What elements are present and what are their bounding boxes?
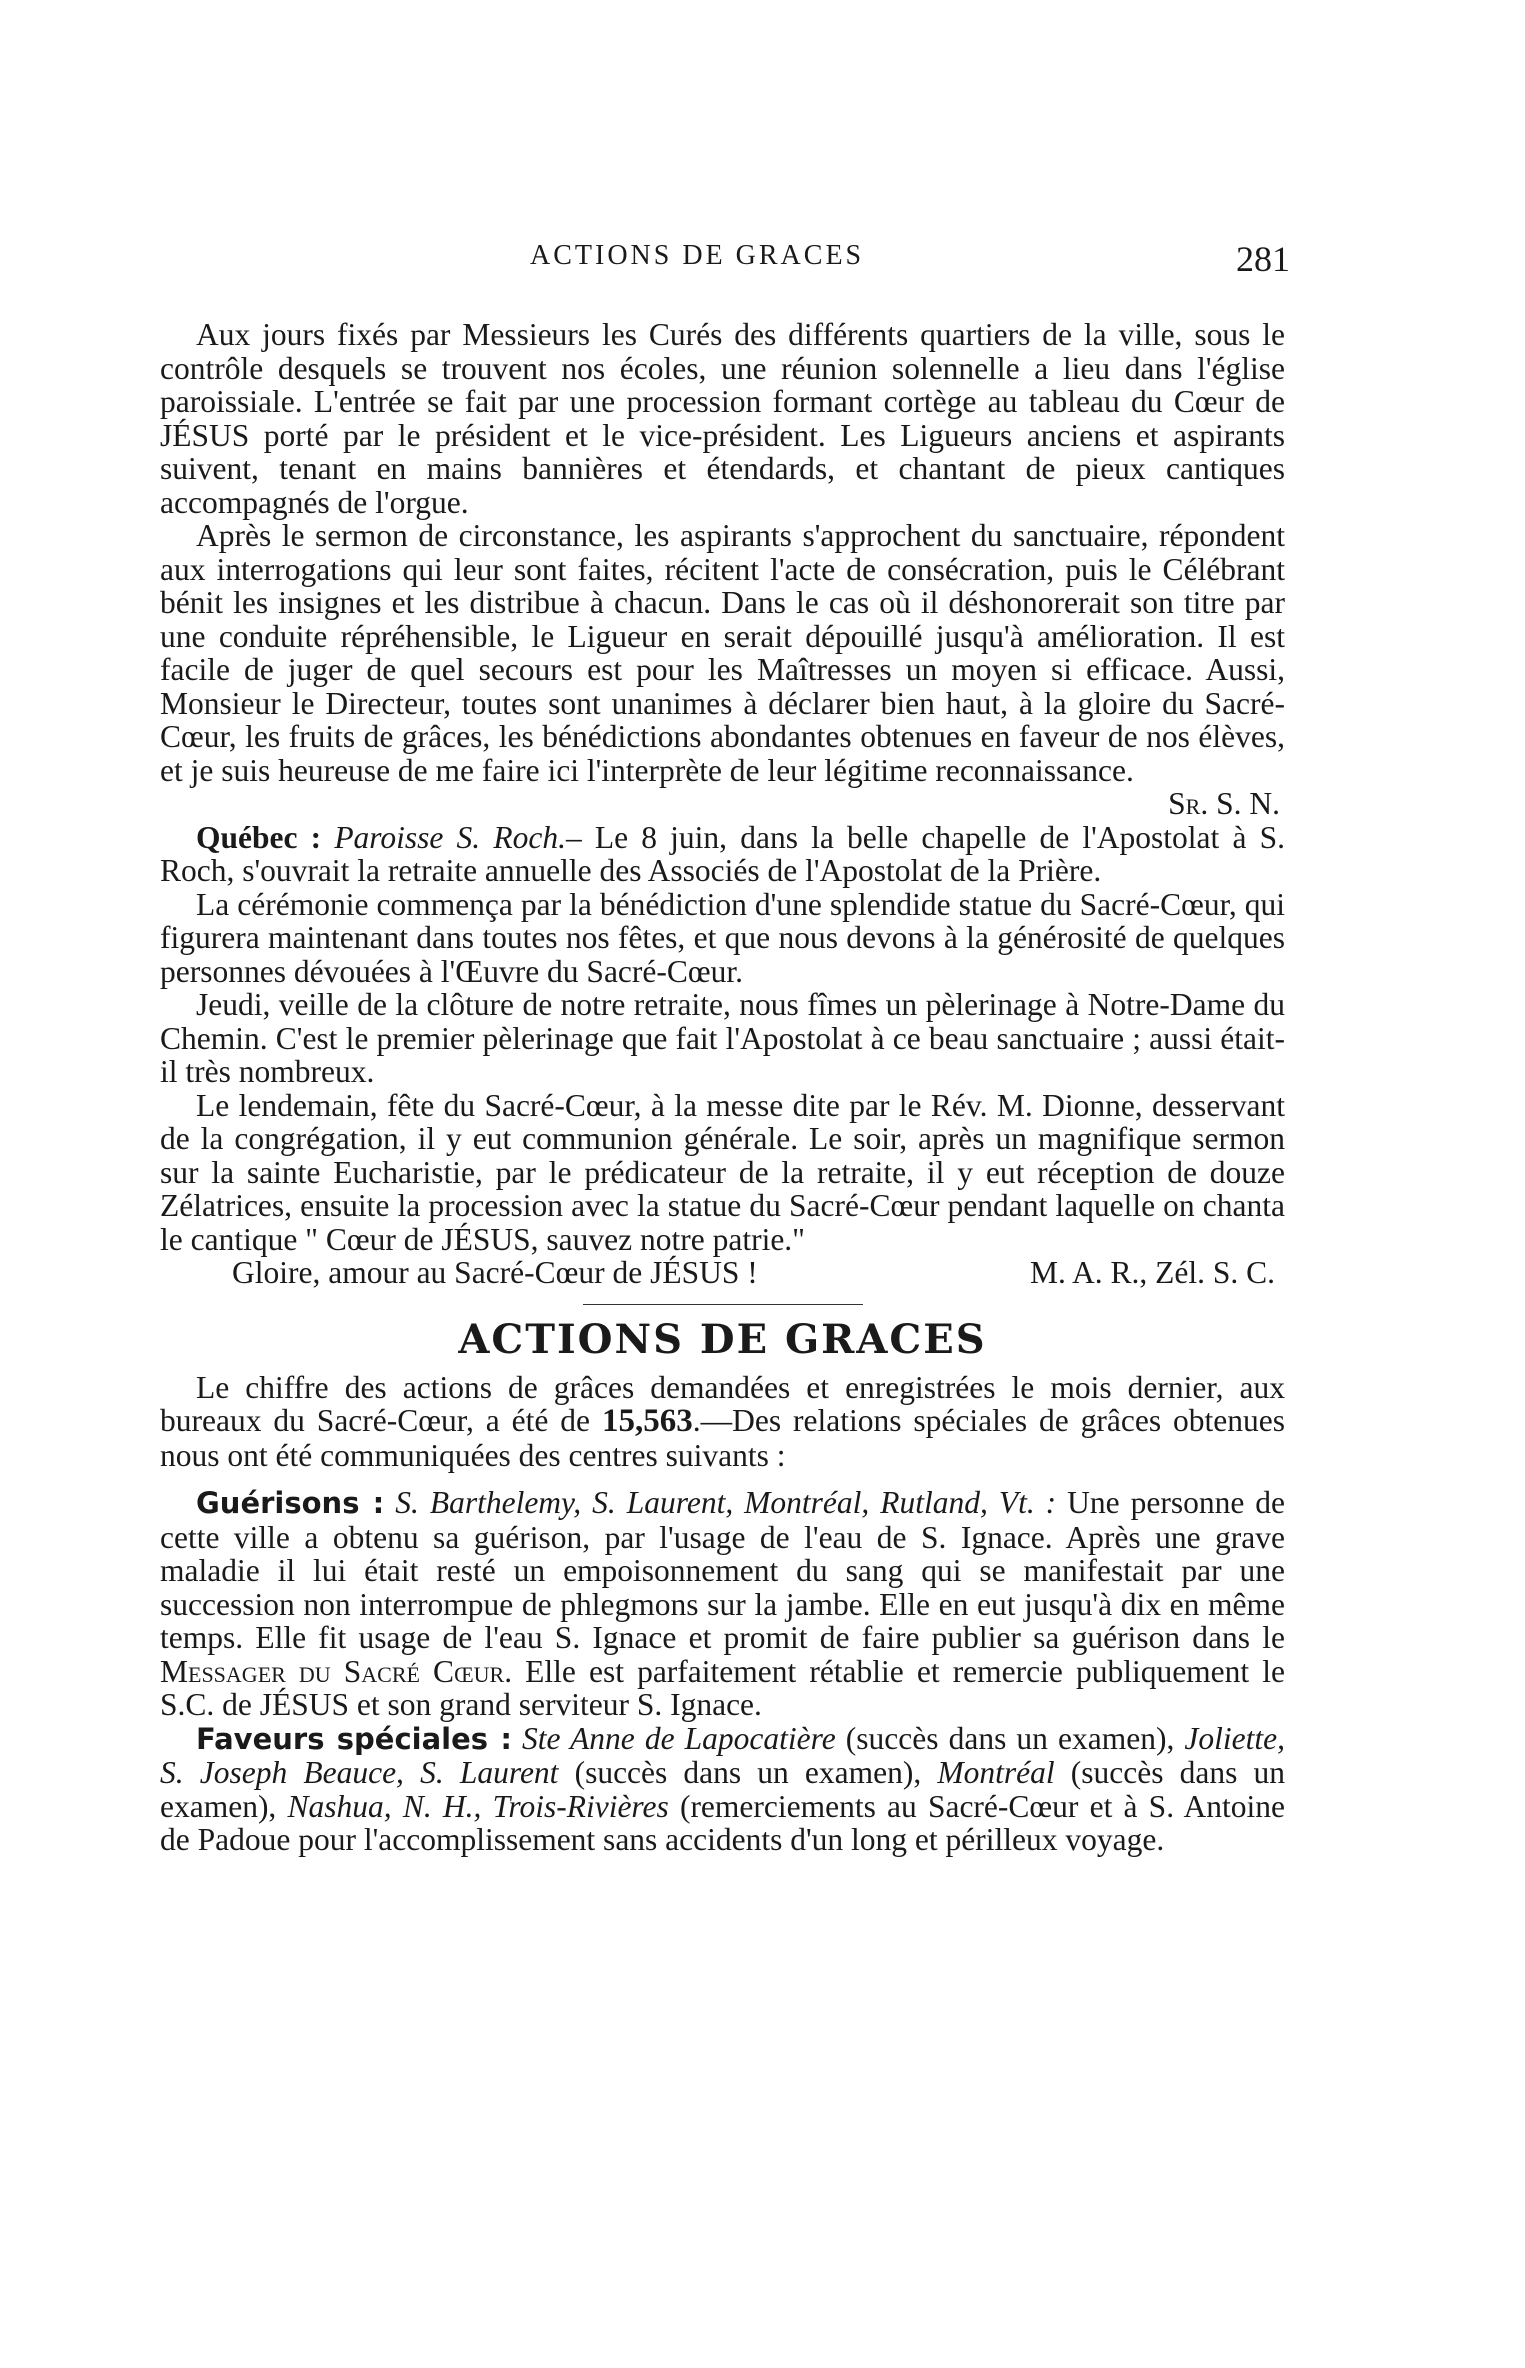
note: (succès dans un examen), (835, 1720, 1185, 1756)
guerisons-heading: Guérisons : (196, 1486, 385, 1520)
section-intro (160, 1371, 1285, 1473)
guerisons-text: Une personne de cette ville a obtenu sa guérison, par l'usage de l'eau de S. Ignace. Après une grave maladie il lui était resté un empoisonnement du sang qui se manifestait par une succession non interrompue de phlegmons sur la jambe. Elle en eut jusqu'à dix en même temps. Elle fit usage de l'eau S. Ignace et promit de faire publier sa guérison dans le (160, 1485, 1286, 1655)
body-text (160, 318, 1285, 1857)
paragraph-faveurs (160, 1722, 1285, 1857)
paragraph: La cérémonie commença par la bénédiction d'une splendide statue du Sacré-Cœur, qui figurera maintenant dans toutes nos fêtes, et que nous devons à la générosité de quelques personnes dévouées à l'Œuvre du Sacré-Cœur. (160, 886, 1285, 989)
note: (remerciements au Sacré-Cœur et à S. Antoine de Padoue pour l'accomplissement sans accidents d'un long et périlleux voyage. (160, 1788, 1286, 1857)
closing-signature: M. A. R., Zél. S. C. (1029, 1255, 1275, 1290)
place-name: Joliette, S. Joseph Beauce, S. Laurent (160, 1720, 1285, 1790)
signature: Sr. S. N. (1168, 786, 1280, 821)
closing-text: Gloire, amour au Sacré-Cœur de JÉSUS ! (232, 1255, 758, 1290)
intro-text-end: .—Des relations spéciales de grâces obtenues nous ont été communiquées des centres suivants : (160, 1403, 1285, 1473)
place-name: Ste Anne de Lapocatière (522, 1720, 836, 1756)
note: (succès dans un examen), (160, 1755, 1285, 1824)
parish-name: Paroisse S. Roch. (334, 819, 566, 855)
paragraph: Après le sermon de circonstance, les aspirants s'approchent du sanctuaire, répondent aux interrogations qui leur sont faites, récitent l'acte de consécration, puis le Célébrant bénit les insignes et les distribue à chacun. Dans le cas où il déshonorerait son titre par une conduite répréhensible, le Ligueur en serait dépouillé jusqu'à amélioration. Il est facile de juger de quel secours est pour les Maîtresses un moyen si efficace. Aussi, Monsieur le Directeur, toutes sont unanimes à déclarer bien haut, à la gloire du Sacré-Cœur, les fruits de grâces, les bénédictions abondantes obtenues en faveur de nos élèves, et je suis heureuse de me faire ici l'interprète de leur légitime reconnaissance. (160, 518, 1285, 788)
page-number: 281 (1236, 239, 1290, 279)
thanks-count: 15,563 (601, 1403, 693, 1439)
spacer (160, 1472, 1285, 1486)
guerisons-places: S. Barthelemy, S. Laurent, Montréal, Rutland, Vt. : (395, 1485, 1057, 1520)
section-divider (583, 1304, 863, 1305)
quebec-text: – Le 8 juin, dans la belle chapelle de l'Apostolat à S. Roch, s'ouvrait la retraite annuelle des Associés de l'Apostolat de la Prière. (160, 819, 1285, 888)
paragraph: Le lendemain, fête du Sacré-Cœur, à la messe dite par le Rév. M. Dionne, desservant de la congrégation, il y eut communion générale. Le soir, après un magnifique sermon sur la sainte Eucharistie, par le prédicateur de la retraite, il y eut réception de douze Zélatrices, ensuite la procession avec la statue du Sacré-Cœur pendant laquelle on chanta le cantique " Cœur de JÉSUS, sauvez notre patrie." (160, 1087, 1285, 1257)
note: (succès dans un examen), (558, 1755, 938, 1790)
guerisons-text-end: . Elle est parfaitement rétablie et remercie publiquement le S.C. de JÉSUS et son grand serviteur S. Ignace. (160, 1653, 1285, 1722)
paragraph-guerisons (160, 1486, 1285, 1722)
place-name: Nashua, N. H., Trois-Rivières (287, 1788, 669, 1824)
paragraph-quebec (160, 821, 1285, 888)
messager-title: Messager du Sacré Cœur (160, 1653, 505, 1689)
closing-line (160, 1256, 1285, 1290)
place-name: Montréal (937, 1755, 1055, 1790)
intro-text: Le chiffre des actions de grâces demandées et enregistrées le mois dernier, aux bureaux du Sacré-Cœur, a été de (160, 1369, 1285, 1438)
running-head (160, 240, 1290, 290)
faveurs-heading: Faveurs spéciales : (196, 1721, 512, 1756)
paragraph: Aux jours fixés par Messieurs les Curés des différents quartiers de la ville, sous le contrôle desquels se trouvent nos écoles, une réunion solennelle a lieu dans l'église paroissiale. L'entrée se fait par une procession formant cortège au tableau du Cœur de JÉSUS porté par le président et le vice-président. Les Ligueurs anciens et aspirants suivent, tenant en mains bannières et étendards, et chantant de pieux cantiques accompagnés de l'orgue. (160, 317, 1285, 520)
place-heading: Québec : (196, 819, 322, 855)
paragraph: Jeudi, veille de la clôture de notre retraite, nous fîmes un pèlerinage à Notre-Dame du Chemin. C'est le premier pèlerinage que fait l'Apostolat à ce beau sanctuaire ; aussi était-il très nombreux. (160, 987, 1285, 1089)
running-title: ACTIONS DE GRACES (530, 240, 865, 271)
section-title: ACTIONS DE GRACES (458, 1315, 987, 1363)
